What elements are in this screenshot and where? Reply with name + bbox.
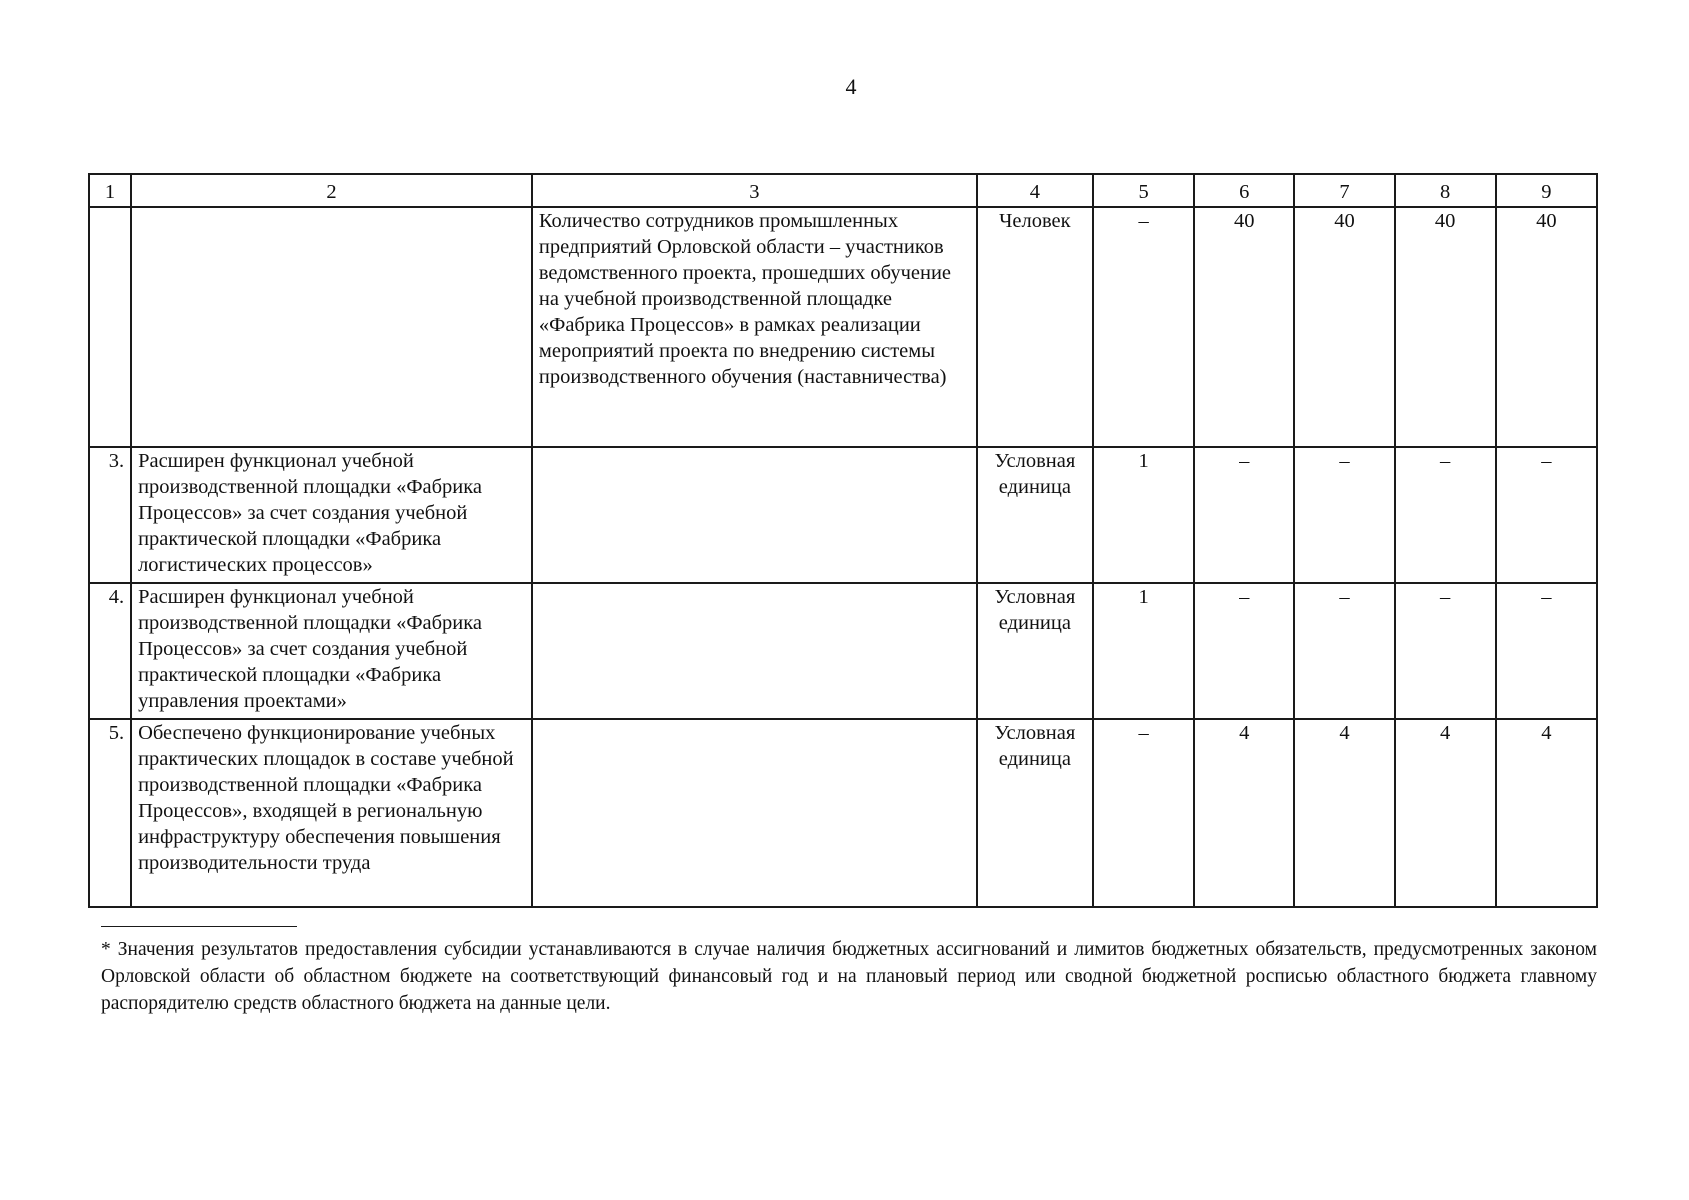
column-header: 5 bbox=[1093, 174, 1194, 207]
table-row bbox=[89, 207, 1597, 447]
value-cell-9: 40 bbox=[1496, 207, 1597, 447]
value-cell-5: – bbox=[1093, 719, 1194, 907]
table-header-row bbox=[89, 174, 1597, 207]
value-cell-9: – bbox=[1496, 583, 1597, 719]
results-table bbox=[88, 173, 1598, 908]
column-header: 4 bbox=[977, 174, 1093, 207]
column-header: 9 bbox=[1496, 174, 1597, 207]
table-row bbox=[89, 447, 1597, 583]
table-row bbox=[89, 719, 1597, 907]
indicator-cell bbox=[532, 583, 977, 719]
row-number-cell: 5. bbox=[89, 719, 131, 907]
value-cell-8: – bbox=[1395, 583, 1496, 719]
value-cell-5: 1 bbox=[1093, 447, 1194, 583]
unit-cell: Человек bbox=[977, 207, 1093, 447]
value-cell-8: 4 bbox=[1395, 719, 1496, 907]
value-cell-7: – bbox=[1294, 447, 1394, 583]
value-cell-6: 4 bbox=[1194, 719, 1294, 907]
column-header: 2 bbox=[131, 174, 532, 207]
row-number-cell: 4. bbox=[89, 583, 131, 719]
indicator-cell bbox=[532, 447, 977, 583]
indicator-cell bbox=[532, 719, 977, 907]
value-cell-7: – bbox=[1294, 583, 1394, 719]
column-header: 8 bbox=[1395, 174, 1496, 207]
value-cell-8: – bbox=[1395, 447, 1496, 583]
value-cell-6: – bbox=[1194, 583, 1294, 719]
footnote-separator bbox=[101, 926, 297, 927]
result-cell: Расширен функционал учебной производственной площадки «Фабрика Процессов» за счет создания учебной практической площадки «Фабрика управления проектами» bbox=[131, 583, 532, 719]
footnote-text: * Значения результатов предоставления субсидии устанавливаются в случае наличия бюджетных ассигнований и лимитов бюджетных обязательств, предусмотренных законом Орловской области об областном бюджете на соответствующий финансовый год и на плановый период или сводной бюджетной росписью областного бюджета главному распорядителю средств областного бюджета на данные цели. bbox=[101, 939, 1597, 1014]
value-cell-5: – bbox=[1093, 207, 1194, 447]
value-cell-6: – bbox=[1194, 447, 1294, 583]
value-cell-7: 4 bbox=[1294, 719, 1394, 907]
footnote bbox=[101, 928, 1597, 1017]
unit-cell: Условная единица bbox=[977, 447, 1093, 583]
value-cell-8: 40 bbox=[1395, 207, 1496, 447]
column-header: 6 bbox=[1194, 174, 1294, 207]
indicator-cell: Количество сотрудников промышленных предприятий Орловской области – участников ведомственного проекта, прошедших обучение на учебной производственной площадке «Фабрика Процессов» в рамках реализации мероприятий проекта по внедрению системы производственного обучения (наставничества) bbox=[532, 207, 977, 447]
row-number-cell: 3. bbox=[89, 447, 131, 583]
value-cell-9: – bbox=[1496, 447, 1597, 583]
unit-cell: Условная единица bbox=[977, 583, 1093, 719]
row-number-cell bbox=[89, 207, 131, 447]
value-cell-6: 40 bbox=[1194, 207, 1294, 447]
value-cell-5: 1 bbox=[1093, 583, 1194, 719]
result-cell bbox=[131, 207, 532, 447]
column-header: 1 bbox=[89, 174, 131, 207]
page-number: 4 bbox=[845, 74, 857, 99]
column-header: 7 bbox=[1294, 174, 1394, 207]
value-cell-7: 40 bbox=[1294, 207, 1394, 447]
unit-cell: Условная единица bbox=[977, 719, 1093, 907]
result-cell: Обеспечено функционирование учебных практических площадок в составе учебной производственной площадки «Фабрика Процессов», входящей в региональную инфраструктуру обеспечения повышения производительности труда bbox=[131, 719, 532, 907]
result-cell: Расширен функционал учебной производственной площадки «Фабрика Процессов» за счет создания учебной практической площадки «Фабрика логистических процессов» bbox=[131, 447, 532, 583]
table-row bbox=[89, 583, 1597, 719]
value-cell-9: 4 bbox=[1496, 719, 1597, 907]
column-header: 3 bbox=[532, 174, 977, 207]
